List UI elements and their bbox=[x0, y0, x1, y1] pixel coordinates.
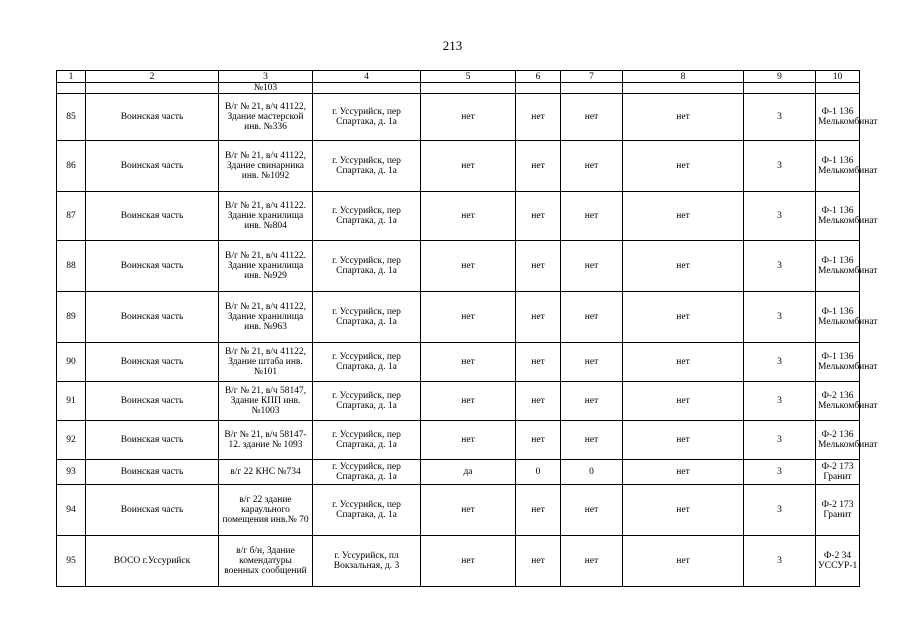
header-row-cell-4: 4 bbox=[313, 71, 421, 83]
table-row-cell-7: нет bbox=[561, 382, 623, 421]
table-row-cell-6: нет bbox=[516, 94, 561, 141]
table-row-cell-9: 3 bbox=[744, 382, 816, 421]
table-row-cell-4: г. Уссурийск, пер Спартака, д. 1а bbox=[313, 241, 421, 292]
table-row-cell-1: 91 bbox=[57, 382, 86, 421]
table-row-cell-5: нет bbox=[421, 485, 516, 536]
table-row-cell-8: нет bbox=[623, 382, 744, 421]
table-row-cell-7: нет bbox=[561, 241, 623, 292]
header-row-cell-2: 2 bbox=[86, 71, 219, 83]
table-row bbox=[57, 382, 860, 421]
table-row bbox=[57, 536, 860, 587]
table-row-cell-10: Ф-1 136 Мелькомбинат bbox=[816, 292, 860, 343]
table-row-cell-1: 86 bbox=[57, 141, 86, 192]
table-row-cell-8: нет bbox=[623, 536, 744, 587]
table-row-cell-1: 95 bbox=[57, 536, 86, 587]
table-row-cell-1: 85 bbox=[57, 94, 86, 141]
table-row-cell-7: 0 bbox=[561, 460, 623, 485]
table-row-cell-6: нет bbox=[516, 192, 561, 241]
header-row-cell-9: 9 bbox=[744, 71, 816, 83]
header-row-cell-1: 1 bbox=[57, 71, 86, 83]
continuation-row-cell-6 bbox=[516, 83, 561, 94]
table-row-cell-1: 90 bbox=[57, 343, 86, 382]
table-row-cell-9: 3 bbox=[744, 421, 816, 460]
table-row-cell-5: да bbox=[421, 460, 516, 485]
continuation-row-cell-5 bbox=[421, 83, 516, 94]
table-row-cell-5: нет bbox=[421, 421, 516, 460]
table-row-cell-2: Воинская часть bbox=[86, 485, 219, 536]
table-row-cell-4: г. Уссурийск, пер Спартака, д. 1а bbox=[313, 94, 421, 141]
table-row-cell-2: Воинская часть bbox=[86, 382, 219, 421]
table-row-cell-10: Ф-1 136 Мелькомбинат bbox=[816, 141, 860, 192]
table-row-cell-4: г. Уссурийск, пер Спартака, д. 1а bbox=[313, 292, 421, 343]
table-row bbox=[57, 460, 860, 485]
table-row-cell-10: Ф-2 34 УССУР-1 bbox=[816, 536, 860, 587]
table-row-cell-6: нет bbox=[516, 485, 561, 536]
header-row-cell-10: 10 bbox=[816, 71, 860, 83]
table-row-cell-6: нет bbox=[516, 343, 561, 382]
table-row-cell-3: В/г № 21, в/ч 58147-12. здание № 1093 bbox=[219, 421, 313, 460]
table-row-cell-6: 0 bbox=[516, 460, 561, 485]
table-row bbox=[57, 241, 860, 292]
table-row-cell-6: нет bbox=[516, 421, 561, 460]
table-row-cell-10: Ф-1 136 Мелькомбинат bbox=[816, 94, 860, 141]
table-row-cell-4: г. Уссурийск, пер Спартака, д. 1а bbox=[313, 382, 421, 421]
table-row-cell-10: Ф-1 136 Мелькомбинат bbox=[816, 241, 860, 292]
table-row-cell-5: нет bbox=[421, 343, 516, 382]
header-row-cell-8: 8 bbox=[623, 71, 744, 83]
table-row-cell-2: Воинская часть bbox=[86, 343, 219, 382]
table-row-cell-7: нет bbox=[561, 192, 623, 241]
table-row-cell-2: Воинская часть bbox=[86, 241, 219, 292]
table-row-cell-8: нет bbox=[623, 241, 744, 292]
table-row-cell-4: г. Уссурийск, пер Спартака, д. 1а bbox=[313, 192, 421, 241]
table-row-cell-9: 3 bbox=[744, 192, 816, 241]
table-row-cell-5: нет bbox=[421, 536, 516, 587]
table-row-cell-7: нет bbox=[561, 485, 623, 536]
table-row-cell-2: Воинская часть bbox=[86, 292, 219, 343]
table-row bbox=[57, 292, 860, 343]
page-number: 213 bbox=[442, 38, 463, 53]
table-row bbox=[57, 94, 860, 141]
table-row-cell-3: В/г № 21, в/ч 41122, Здание штаба инв. №101 bbox=[219, 343, 313, 382]
table-row-cell-6: нет bbox=[516, 382, 561, 421]
continuation-row bbox=[57, 83, 860, 94]
table-row-cell-1: 89 bbox=[57, 292, 86, 343]
table-row-cell-9: 3 bbox=[744, 485, 816, 536]
table-row-cell-5: нет bbox=[421, 141, 516, 192]
table-row-cell-3: В/г № 21, в/ч 41122, Здание мастерской инв. №336 bbox=[219, 94, 313, 141]
continuation-row-cell-8 bbox=[623, 83, 744, 94]
table-row-cell-8: нет bbox=[623, 141, 744, 192]
table-row bbox=[57, 421, 860, 460]
table-row-cell-2: Воинская часть bbox=[86, 141, 219, 192]
table-row-cell-10: Ф-2 136 Мелькомбинат bbox=[816, 382, 860, 421]
table-row-cell-7: нет bbox=[561, 94, 623, 141]
table-row-cell-9: 3 bbox=[744, 460, 816, 485]
continuation-row-cell-4 bbox=[313, 83, 421, 94]
table-row-cell-1: 94 bbox=[57, 485, 86, 536]
table-row-cell-9: 3 bbox=[744, 343, 816, 382]
table-row-cell-5: нет bbox=[421, 292, 516, 343]
continuation-row-cell-9 bbox=[744, 83, 816, 94]
data-table bbox=[56, 70, 878, 587]
table-row-cell-4: г. Уссурийск, пер Спартака, д. 1а bbox=[313, 343, 421, 382]
table-row-cell-3: В/г № 21, в/ч 41122. Здание хранилища инв. №804 bbox=[219, 192, 313, 241]
table-row-cell-7: нет bbox=[561, 536, 623, 587]
table-row-cell-5: нет bbox=[421, 382, 516, 421]
header-row-cell-3: 3 bbox=[219, 71, 313, 83]
table-row-cell-9: 3 bbox=[744, 94, 816, 141]
table-row-cell-10: Ф-2 173 Гранит bbox=[816, 485, 860, 536]
table-row-cell-3: В/г № 21, в/ч 41122, Здание свинарника инв. №1092 bbox=[219, 141, 313, 192]
table-row-cell-3: В/г № 21, в/ч 41122, Здание хранилища инв. №963 bbox=[219, 292, 313, 343]
table-row-cell-6: нет bbox=[516, 141, 561, 192]
continuation-row-cell-10 bbox=[816, 83, 860, 94]
continuation-row-cell-2 bbox=[86, 83, 219, 94]
table-row-cell-5: нет bbox=[421, 241, 516, 292]
table-row-cell-7: нет bbox=[561, 292, 623, 343]
table-row-cell-3: в/г 22 здание караульного помещения инв.№ 70 bbox=[219, 485, 313, 536]
table-row-cell-2: Воинская часть bbox=[86, 460, 219, 485]
table-row-cell-9: 3 bbox=[744, 141, 816, 192]
table-row-cell-4: г. Уссурийск, пер Спартака, д. 1а bbox=[313, 421, 421, 460]
table-row-cell-1: 93 bbox=[57, 460, 86, 485]
table-row-cell-8: нет bbox=[623, 485, 744, 536]
table-row-cell-6: нет bbox=[516, 241, 561, 292]
table-row-cell-7: нет bbox=[561, 141, 623, 192]
table-row-cell-8: нет bbox=[623, 94, 744, 141]
table-row-cell-6: нет bbox=[516, 292, 561, 343]
table-row-cell-4: г. Уссурийск, пер Спартака, д. 1а bbox=[313, 485, 421, 536]
table-row-cell-5: нет bbox=[421, 192, 516, 241]
table-row-cell-4: г. Уссурийск, пер Спартака, д. 1а bbox=[313, 460, 421, 485]
table-row-cell-10: Ф-2 136 Мелькомбинат bbox=[816, 421, 860, 460]
table-row-cell-10: Ф-1 136 Мелькомбинат bbox=[816, 192, 860, 241]
table-row-cell-10: Ф-2 173 Гранит bbox=[816, 460, 860, 485]
table-row-cell-4: г. Уссурийск, пер Спартака, д. 1а bbox=[313, 141, 421, 192]
continuation-row-cell-3: №103 bbox=[219, 83, 313, 94]
table-row-cell-5: нет bbox=[421, 94, 516, 141]
header-row-cell-7: 7 bbox=[561, 71, 623, 83]
table-row-cell-2: Воинская часть bbox=[86, 192, 219, 241]
table-row-cell-6: нет bbox=[516, 536, 561, 587]
table-row-cell-3: В/г № 21, в/ч 41122. Здание хранилища инв. №929 bbox=[219, 241, 313, 292]
table-row bbox=[57, 192, 860, 241]
table-row-cell-1: 88 bbox=[57, 241, 86, 292]
header-row-cell-5: 5 bbox=[421, 71, 516, 83]
table-row bbox=[57, 485, 860, 536]
table-row-cell-8: нет bbox=[623, 460, 744, 485]
table-row-cell-3: в/г б/н, Здание комендатуры военных сообщений bbox=[219, 536, 313, 587]
table-row-cell-3: В/г № 21, в/ч 58147, Здание КПП инв. №1003 bbox=[219, 382, 313, 421]
table-row-cell-4: г. Уссурийск, пл Вокзальная, д. 3 bbox=[313, 536, 421, 587]
table-row-cell-3: в/г 22 КНС №734 bbox=[219, 460, 313, 485]
header-row bbox=[57, 71, 860, 83]
continuation-row-cell-7 bbox=[561, 83, 623, 94]
continuation-row-cell-1 bbox=[57, 83, 86, 94]
table-row-cell-1: 92 bbox=[57, 421, 86, 460]
table-row-cell-9: 3 bbox=[744, 292, 816, 343]
table-row bbox=[57, 343, 860, 382]
table-row-cell-8: нет bbox=[623, 292, 744, 343]
table-row-cell-10: Ф-1 136 Мелькомбинат bbox=[816, 343, 860, 382]
table-row-cell-7: нет bbox=[561, 421, 623, 460]
table-row-cell-2: Воинская часть bbox=[86, 421, 219, 460]
table-row-cell-8: нет bbox=[623, 343, 744, 382]
table-row-cell-7: нет bbox=[561, 343, 623, 382]
table-row-cell-9: 3 bbox=[744, 241, 816, 292]
header-row-cell-6: 6 bbox=[516, 71, 561, 83]
table-row bbox=[57, 141, 860, 192]
table-row-cell-8: нет bbox=[623, 192, 744, 241]
table-row-cell-1: 87 bbox=[57, 192, 86, 241]
table-row-cell-8: нет bbox=[623, 421, 744, 460]
table-row-cell-9: 3 bbox=[744, 536, 816, 587]
table-row-cell-2: ВОСО г.Уссурийск bbox=[86, 536, 219, 587]
table-row-cell-2: Воинская часть bbox=[86, 94, 219, 141]
